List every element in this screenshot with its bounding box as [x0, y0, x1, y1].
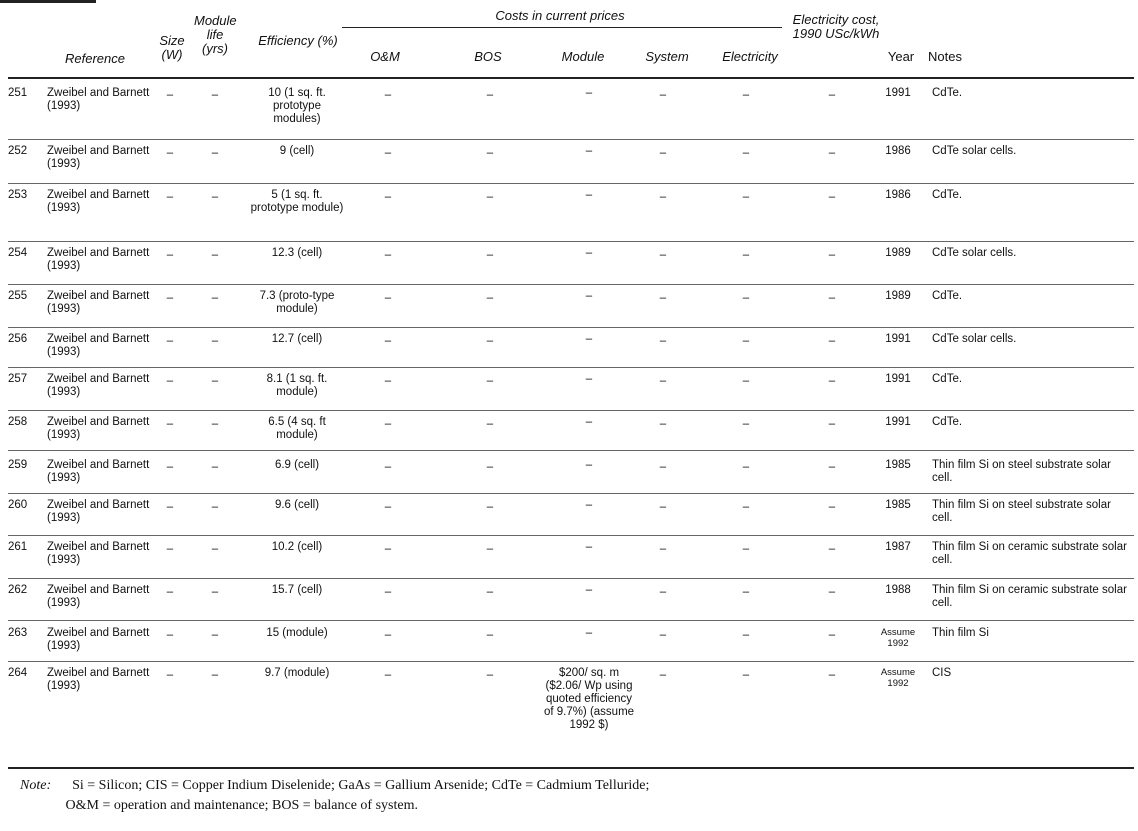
module-life-cell: – [211, 669, 219, 681]
reference-cell: Zweibel and Barnett (1993) [47, 333, 150, 358]
header-rule [8, 77, 1134, 79]
electricity-cost-1990-cell: – [828, 629, 836, 641]
electricity-cost-cell: – [742, 335, 750, 347]
electricity-cost-1990-cell: – [828, 461, 836, 473]
notes-cell: CdTe. [932, 373, 963, 385]
efficiency-cell: 10.2 (cell) [271, 541, 323, 553]
module-life-cell: – [211, 89, 219, 101]
notes-cell: CdTe. [932, 290, 963, 302]
electricity-cost-cell: – [742, 461, 750, 473]
header-electricity: Electricity [722, 49, 778, 64]
efficiency-cell: 9.7 (module) [264, 667, 330, 679]
reference-cell: Zweibel and Barnett (1993) [47, 499, 150, 524]
module-cost-cell: – [585, 499, 593, 511]
electricity-cost-cell: – [742, 375, 750, 387]
module-life-cell: – [211, 147, 219, 159]
module-life-cell: – [211, 191, 219, 203]
row-number: 255 [8, 290, 28, 302]
module-life-cell: – [211, 335, 219, 347]
om-cell: – [384, 501, 392, 513]
electricity-cost-cell: – [742, 629, 750, 641]
module-cost-cell: – [585, 333, 593, 345]
row-separator [8, 139, 1134, 140]
costs-group-rule [342, 27, 782, 28]
electricity-cost-cell: – [742, 292, 750, 304]
size-cell: – [166, 461, 174, 473]
bos-cell: – [486, 191, 494, 203]
row-separator [8, 241, 1134, 242]
om-cell: – [384, 543, 392, 555]
module-life-cell: – [211, 543, 219, 555]
om-cell: – [384, 586, 392, 598]
electricity-cost-cell: – [742, 191, 750, 203]
row-number: 254 [8, 247, 28, 259]
header-module: Module [561, 49, 605, 64]
om-cell: – [384, 292, 392, 304]
year-cell: 1986 [885, 189, 911, 201]
om-cell: – [384, 249, 392, 261]
module-life-cell: – [211, 249, 219, 261]
electricity-cost-cell: – [742, 89, 750, 101]
row-separator [8, 367, 1134, 368]
system-cost-cell: – [659, 586, 667, 598]
system-cost-cell: – [659, 147, 667, 159]
efficiency-cell: 7.3 (proto-type module) [259, 290, 335, 315]
electricity-cost-1990-cell: – [828, 418, 836, 430]
row-number: 263 [8, 627, 28, 639]
electricity-cost-cell: – [742, 586, 750, 598]
header-bos: BOS [474, 49, 502, 64]
notes-cell: CdTe. [932, 87, 963, 99]
om-cell: – [384, 629, 392, 641]
year-cell: 1985 [885, 459, 911, 471]
om-cell: – [384, 669, 392, 681]
reference-cell: Zweibel and Barnett (1993) [47, 87, 150, 112]
year-cell: 1991 [885, 87, 911, 99]
notes-cell: CdTe. [932, 416, 963, 428]
system-cost-cell: – [659, 191, 667, 203]
module-life-cell: – [211, 629, 219, 641]
row-separator [8, 284, 1134, 285]
notes-cell: CIS [932, 667, 952, 679]
module-life-cell: – [211, 461, 219, 473]
notes-cell: CdTe solar cells. [932, 145, 1017, 157]
reference-cell: Zweibel and Barnett (1993) [47, 373, 150, 398]
efficiency-cell: 5 (1 sq. ft. prototype module) [250, 189, 344, 214]
size-cell: – [166, 292, 174, 304]
efficiency-cell: 15 (module) [266, 627, 328, 639]
reference-cell: Zweibel and Barnett (1993) [47, 667, 150, 692]
row-separator [8, 578, 1134, 579]
module-cost-cell: – [585, 247, 593, 259]
system-cost-cell: – [659, 629, 667, 641]
row-separator [8, 493, 1134, 494]
reference-cell: Zweibel and Barnett (1993) [47, 416, 150, 441]
bos-cell: – [486, 461, 494, 473]
electricity-cost-cell: – [742, 147, 750, 159]
year-cell: 1991 [885, 373, 911, 385]
row-separator [8, 450, 1134, 451]
note-line-1: Si = Silicon; CIS = Copper Indium Diselenide; GaAs = Gallium Arsenide; CdTe = Cadmium Telluride; [72, 778, 650, 793]
reference-cell: Zweibel and Barnett (1993) [47, 584, 150, 609]
module-cost-cell: – [585, 541, 593, 553]
header-electricity-cost: Electricity cost, 1990 USc/kWh [792, 12, 880, 41]
om-cell: – [384, 375, 392, 387]
module-cost-cell: $200/ sq. m ($2.06/ Wp using quoted efficiency of 9.7%) (assume 1992 $) [543, 667, 635, 731]
year-cell: 1991 [885, 333, 911, 345]
note-line-2: O&M = operation and maintenance; BOS = balance of system. [65, 798, 418, 813]
efficiency-cell: 6.9 (cell) [274, 459, 320, 471]
notes-cell: Thin film Si on ceramic substrate solar cell. [932, 541, 1127, 566]
system-cost-cell: – [659, 292, 667, 304]
om-cell: – [384, 89, 392, 101]
size-cell: – [166, 147, 174, 159]
efficiency-cell: 9 (cell) [279, 145, 315, 157]
efficiency-cell: 15.7 (cell) [271, 584, 323, 596]
size-cell: – [166, 543, 174, 555]
module-life-cell: – [211, 375, 219, 387]
year-cell: 1989 [885, 247, 911, 259]
header-module-life: Module life (yrs) [194, 13, 237, 56]
year-cell: Assume 1992 [880, 627, 916, 649]
size-cell: – [166, 335, 174, 347]
row-number: 261 [8, 541, 28, 553]
row-number: 251 [8, 87, 28, 99]
header-costs-group: Costs in current prices [495, 8, 625, 23]
size-cell: – [166, 249, 174, 261]
header-om: O&M [370, 49, 400, 64]
efficiency-cell: 8.1 (1 sq. ft. module) [266, 373, 328, 398]
header-notes: Notes [928, 49, 962, 64]
efficiency-cell: 12.3 (cell) [271, 247, 323, 259]
electricity-cost-1990-cell: – [828, 669, 836, 681]
size-cell: – [166, 375, 174, 387]
notes-cell: Thin film Si on steel substrate solar cell. [932, 459, 1111, 484]
module-life-cell: – [211, 586, 219, 598]
electricity-cost-1990-cell: – [828, 375, 836, 387]
module-cost-cell: – [585, 627, 593, 639]
electricity-cost-1990-cell: – [828, 335, 836, 347]
om-cell: – [384, 461, 392, 473]
module-cost-cell: – [585, 373, 593, 385]
size-cell: – [166, 418, 174, 430]
module-cost-cell: – [585, 584, 593, 596]
om-cell: – [384, 147, 392, 159]
system-cost-cell: – [659, 418, 667, 430]
header-year: Year [887, 49, 915, 64]
row-separator [8, 410, 1134, 411]
electricity-cost-1990-cell: – [828, 249, 836, 261]
reference-cell: Zweibel and Barnett (1993) [47, 189, 150, 214]
system-cost-cell: – [659, 543, 667, 555]
bos-cell: – [486, 586, 494, 598]
module-cost-cell: – [585, 189, 593, 201]
bos-cell: – [486, 147, 494, 159]
system-cost-cell: – [659, 501, 667, 513]
row-number: 260 [8, 499, 28, 511]
row-number: 262 [8, 584, 28, 596]
efficiency-cell: 10 (1 sq. ft. prototype modules) [268, 87, 326, 125]
system-cost-cell: – [659, 375, 667, 387]
row-number: 264 [8, 667, 28, 679]
year-cell: 1989 [885, 290, 911, 302]
bos-cell: – [486, 669, 494, 681]
module-cost-cell: – [585, 145, 593, 157]
year-cell: 1991 [885, 416, 911, 428]
efficiency-cell: 12.7 (cell) [271, 333, 323, 345]
year-cell: 1986 [885, 145, 911, 157]
bos-cell: – [486, 335, 494, 347]
system-cost-cell: – [659, 461, 667, 473]
row-separator [8, 620, 1134, 621]
reference-cell: Zweibel and Barnett (1993) [47, 541, 150, 566]
electricity-cost-1990-cell: – [828, 501, 836, 513]
reference-cell: Zweibel and Barnett (1993) [47, 459, 150, 484]
notes-cell: Thin film Si on ceramic substrate solar cell. [932, 584, 1127, 609]
bos-cell: – [486, 543, 494, 555]
electricity-cost-1990-cell: – [828, 292, 836, 304]
size-cell: – [166, 89, 174, 101]
note-label: Note: [20, 778, 52, 793]
year-cell: 1987 [885, 541, 911, 553]
bos-cell: – [486, 629, 494, 641]
system-cost-cell: – [659, 335, 667, 347]
module-cost-cell: – [585, 416, 593, 428]
row-separator [8, 327, 1134, 328]
electricity-cost-cell: – [742, 418, 750, 430]
om-cell: – [384, 191, 392, 203]
electricity-cost-1990-cell: – [828, 586, 836, 598]
header-efficiency: Efficiency (%) [258, 33, 338, 48]
year-cell: 1985 [885, 499, 911, 511]
bos-cell: – [486, 501, 494, 513]
row-number: 257 [8, 373, 28, 385]
electricity-cost-cell: – [742, 669, 750, 681]
om-cell: – [384, 418, 392, 430]
row-number: 252 [8, 145, 28, 157]
module-cost-cell: – [585, 87, 593, 99]
top-rule-fragment [0, 0, 96, 3]
notes-cell: CdTe solar cells. [932, 333, 1017, 345]
notes-cell: CdTe. [932, 189, 963, 201]
size-cell: – [166, 586, 174, 598]
system-cost-cell: – [659, 669, 667, 681]
row-number: 253 [8, 189, 28, 201]
module-life-cell: – [211, 292, 219, 304]
size-cell: – [166, 501, 174, 513]
reference-cell: Zweibel and Barnett (1993) [47, 290, 150, 315]
bos-cell: – [486, 292, 494, 304]
om-cell: – [384, 335, 392, 347]
bos-cell: – [486, 418, 494, 430]
reference-cell: Zweibel and Barnett (1993) [47, 247, 150, 272]
size-cell: – [166, 669, 174, 681]
note-block [20, 776, 1130, 816]
bos-cell: – [486, 89, 494, 101]
header-system: System [645, 49, 689, 64]
reference-cell: Zweibel and Barnett (1993) [47, 627, 150, 652]
size-cell: – [166, 191, 174, 203]
efficiency-cell: 9.6 (cell) [274, 499, 320, 511]
header-reference: Reference [65, 51, 125, 66]
row-separator [8, 661, 1134, 662]
system-cost-cell: – [659, 249, 667, 261]
module-life-cell: – [211, 418, 219, 430]
bos-cell: – [486, 249, 494, 261]
module-cost-cell: – [585, 459, 593, 471]
module-life-cell: – [211, 501, 219, 513]
module-cost-cell: – [585, 290, 593, 302]
notes-cell: CdTe solar cells. [932, 247, 1017, 259]
electricity-cost-1990-cell: – [828, 89, 836, 101]
electricity-cost-cell: – [742, 249, 750, 261]
year-cell: Assume 1992 [880, 667, 916, 689]
electricity-cost-1990-cell: – [828, 147, 836, 159]
electricity-cost-1990-cell: – [828, 191, 836, 203]
notes-cell: Thin film Si on steel substrate solar cell. [932, 499, 1111, 524]
size-cell: – [166, 629, 174, 641]
system-cost-cell: – [659, 89, 667, 101]
electricity-cost-cell: – [742, 501, 750, 513]
efficiency-cell: 6.5 (4 sq. ft module) [268, 416, 326, 441]
row-separator [8, 535, 1134, 536]
bottom-rule [8, 767, 1134, 769]
row-separator [8, 183, 1134, 184]
row-number: 256 [8, 333, 28, 345]
bos-cell: – [486, 375, 494, 387]
row-number: 259 [8, 459, 28, 471]
header-size: Size (W) [159, 33, 185, 62]
reference-cell: Zweibel and Barnett (1993) [47, 145, 150, 170]
year-cell: 1988 [885, 584, 911, 596]
notes-cell: Thin film Si [932, 627, 989, 639]
row-number: 258 [8, 416, 28, 428]
electricity-cost-cell: – [742, 543, 750, 555]
electricity-cost-1990-cell: – [828, 543, 836, 555]
